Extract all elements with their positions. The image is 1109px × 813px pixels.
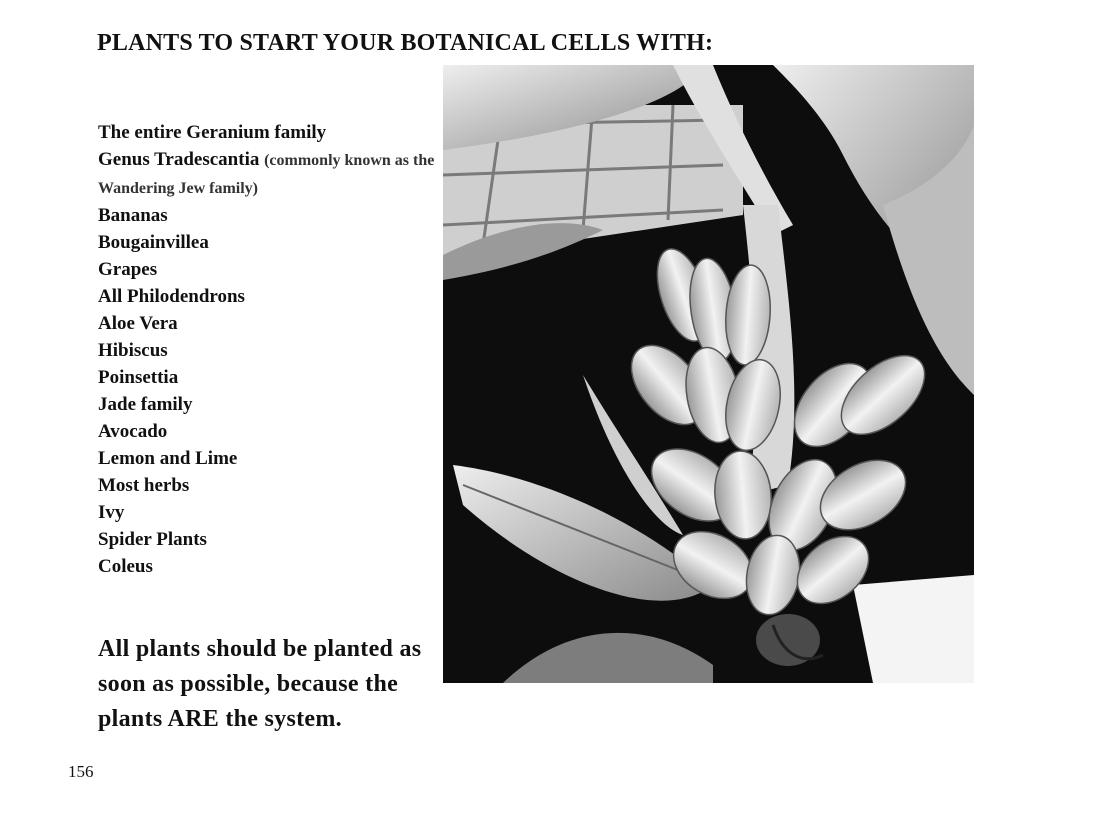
plant-item-aloe-vera: Aloe Vera <box>98 313 178 334</box>
plant-item-jade: Jade family <box>98 394 193 415</box>
banana-photo-illustration <box>443 65 974 683</box>
plant-item-bananas: Bananas <box>98 205 168 226</box>
closing-statement: All plants should be planted as soon as possible, because the plants ARE the system. <box>98 636 422 732</box>
page-title: PLANTS TO START YOUR BOTANICAL CELLS WITH: <box>97 30 714 56</box>
plant-note: (commonly known as the Wandering Jew family) <box>98 152 435 197</box>
plant-item-lemon-lime: Lemon and Lime <box>98 448 238 469</box>
banana-photo <box>443 65 974 683</box>
plant-item-geranium: The entire Geranium family <box>98 122 327 143</box>
plant-item-coleus: Coleus <box>98 556 153 577</box>
plant-item-spider-plants: Spider Plants <box>98 529 207 550</box>
plant-item-poinsettia: Poinsettia <box>98 367 179 388</box>
plant-item-tradescantia: Genus Tradescantia (commonly known as the Wandering Jew family) <box>98 149 435 197</box>
plant-item-hibiscus: Hibiscus <box>98 340 168 361</box>
plant-item-bougainvillea: Bougainvillea <box>98 232 209 253</box>
plant-list <box>98 119 438 580</box>
page-number: 156 <box>68 762 94 781</box>
plant-item-philodendrons: All Philodendrons <box>98 286 245 307</box>
plant-item-herbs: Most herbs <box>98 475 190 496</box>
plant-item-avocado: Avocado <box>98 421 168 442</box>
plant-item-ivy: Ivy <box>98 502 125 523</box>
plant-item-grapes: Grapes <box>98 259 158 280</box>
